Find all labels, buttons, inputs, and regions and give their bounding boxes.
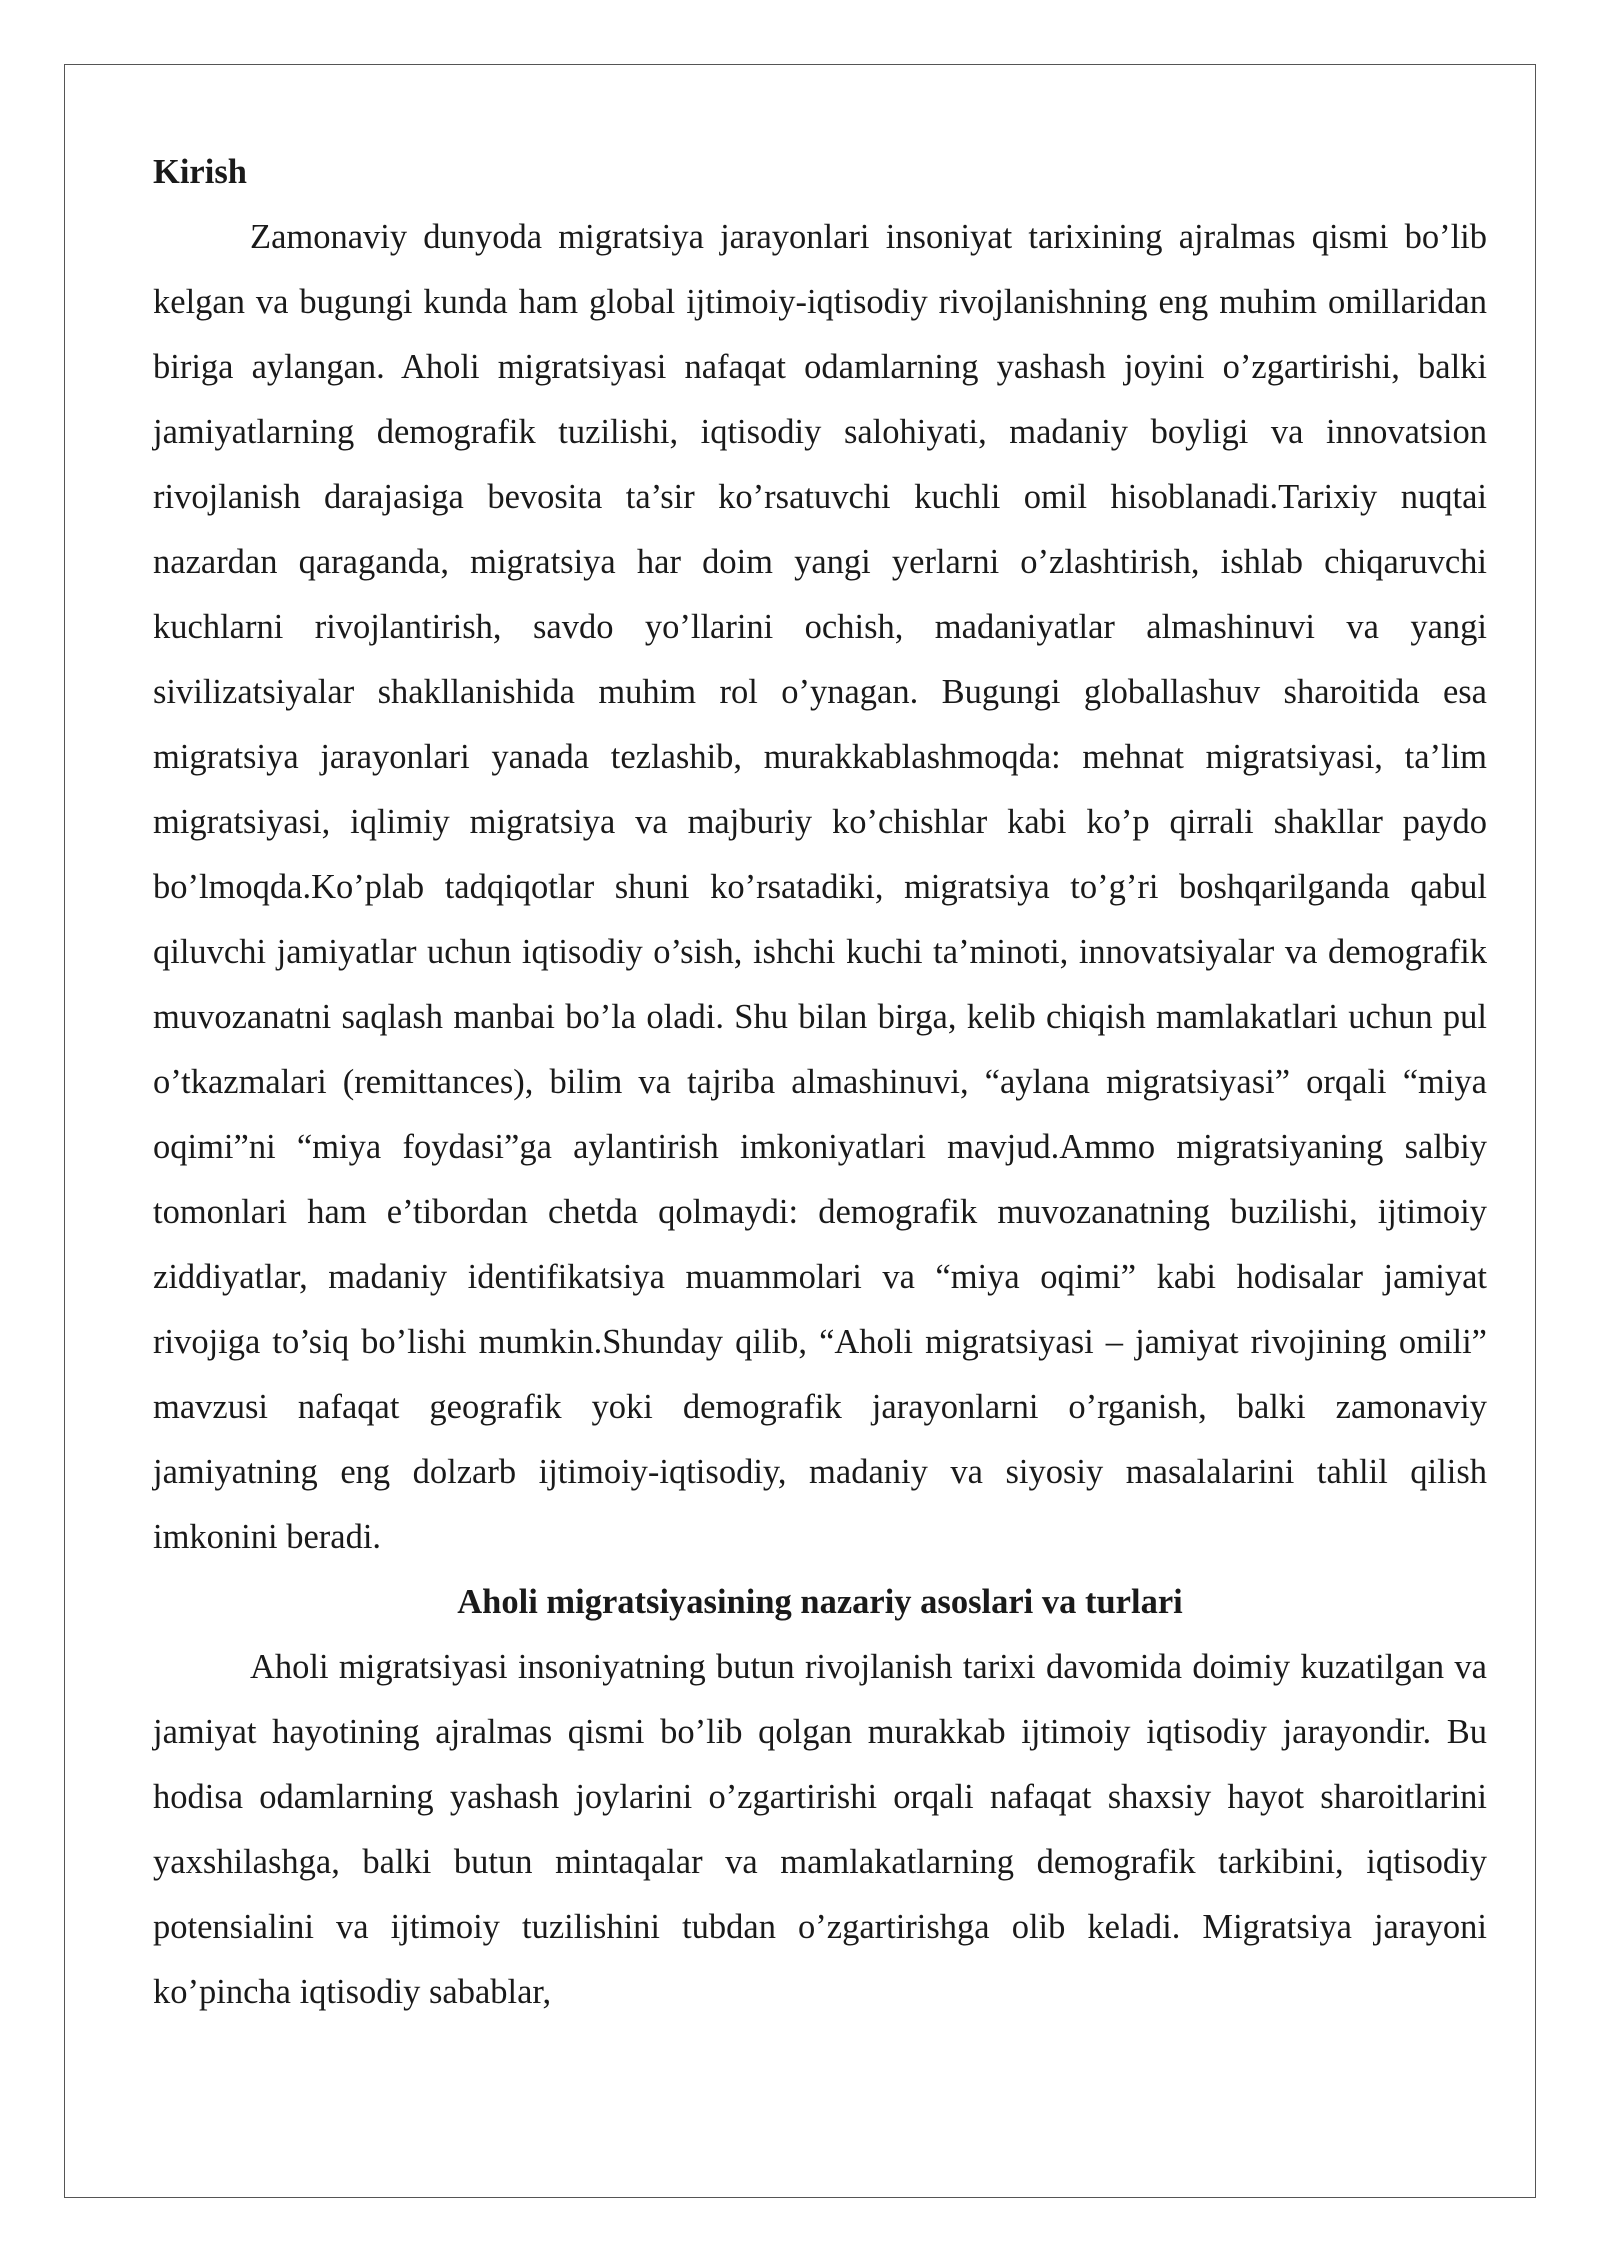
- introduction-paragraph: Zamonaviy dunyoda migratsiya jarayonlari insoniyat tarixining ajralmas qismi bo’lib kelgan va bugungi kunda ham global ijtimoiy-iqtisodiy rivojlanishning eng muhim omillaridan biriga aylangan. Aholi migratsiyasi nafaqat odamlarning yashash joyini o’zgartirishi, balki jamiyatlarning demografik tuzilishi, iqtisodiy salohiyati, madaniy boyligi va innovatsion rivojlanish darajasiga bevosita ta’sir ko’rsatuvchi kuchli omil hisoblanadi.Tarixiy nuqtai nazardan qaraganda, migratsiya har doim yangi yerlarni o’zlashtirish, ishlab chiqaruvchi kuchlarni rivojlantirish, savdo yo’llarini ochish, madaniyatlar almashinuvi va yangi sivilizatsiyalar shakllanishida muhim rol o’ynagan. Bugungi globallashuv sharoitida esa migratsiya jarayonlari yanada tezlashib, murakkablashmoqda: mehnat migratsiyasi, ta’lim migratsiyasi, iqlimiy migratsiya va majburiy ko’chishlar kabi ko’p qirrali shakllar paydo bo’lmoqda.Ko’plab tadqiqotlar shuni ko’rsatadiki, migratsiya to’g’ri boshqarilganda qabul qiluvchi jamiyatlar uchun iqtisodiy o’sish, ishchi kuchi ta’minoti, innovatsiyalar va demografik muvozanatni saqlash manbai bo’la oladi. Shu bilan birga, kelib chiqish mamlakatlari uchun pul o’tkazmalari (remittances), bilim va tajriba almashinuvi, “aylana migratsiyasi” orqali “miya oqimi”ni “miya foydasi”ga aylantirish imkoniyatlari mavjud.Ammo migratsiyaning salbiy tomonlari ham e’tibordan chetda qolmaydi: demografik muvozanatning buzilishi, ijtimoiy ziddiyatlar, madaniy identifikatsiya muammolari va “miya oqimi” kabi hodisalar jamiyat rivojiga to’siq bo’lishi mumkin.Shunday qilib, “Aholi migratsiyasi – jamiyat rivojining omili” mavzusi nafaqat geografik yoki demografik jarayonlarni o’rganish, balki zamonaviy jamiyatning eng dolzarb ijtimoiy-iqtisodiy, madaniy va siyosiy masalalarini tahlil qilish imkonini beradi.: [153, 218, 1487, 1556]
- document-body: [153, 140, 1487, 2025]
- section-heading-theory: Aholi migratsiyasining nazariy asoslari va turlari: [457, 1583, 1183, 1621]
- section-heading-introduction: Kirish: [153, 153, 247, 191]
- theory-paragraph: Aholi migratsiyasi insoniyatning butun rivojlanish tarixi davomida doimiy kuzatilgan va jamiyat hayotining ajralmas qismi bo’lib qolgan murakkab ijtimoiy iqtisodiy jarayondir. Bu hodisa odamlarning yashash joylarini o’zgartirishi orqali nafaqat shaxsiy hayot sharoitlarini yaxshilashga, balki butun mintaqalar va mamlakatlarning demografik tarkibini, iqtisodiy potensialini va ijtimoiy tuzilishini tubdan o’zgartirishga olib keladi. Migratsiya jarayoni ko’pincha iqtisodiy sabablar,: [153, 1648, 1487, 2011]
